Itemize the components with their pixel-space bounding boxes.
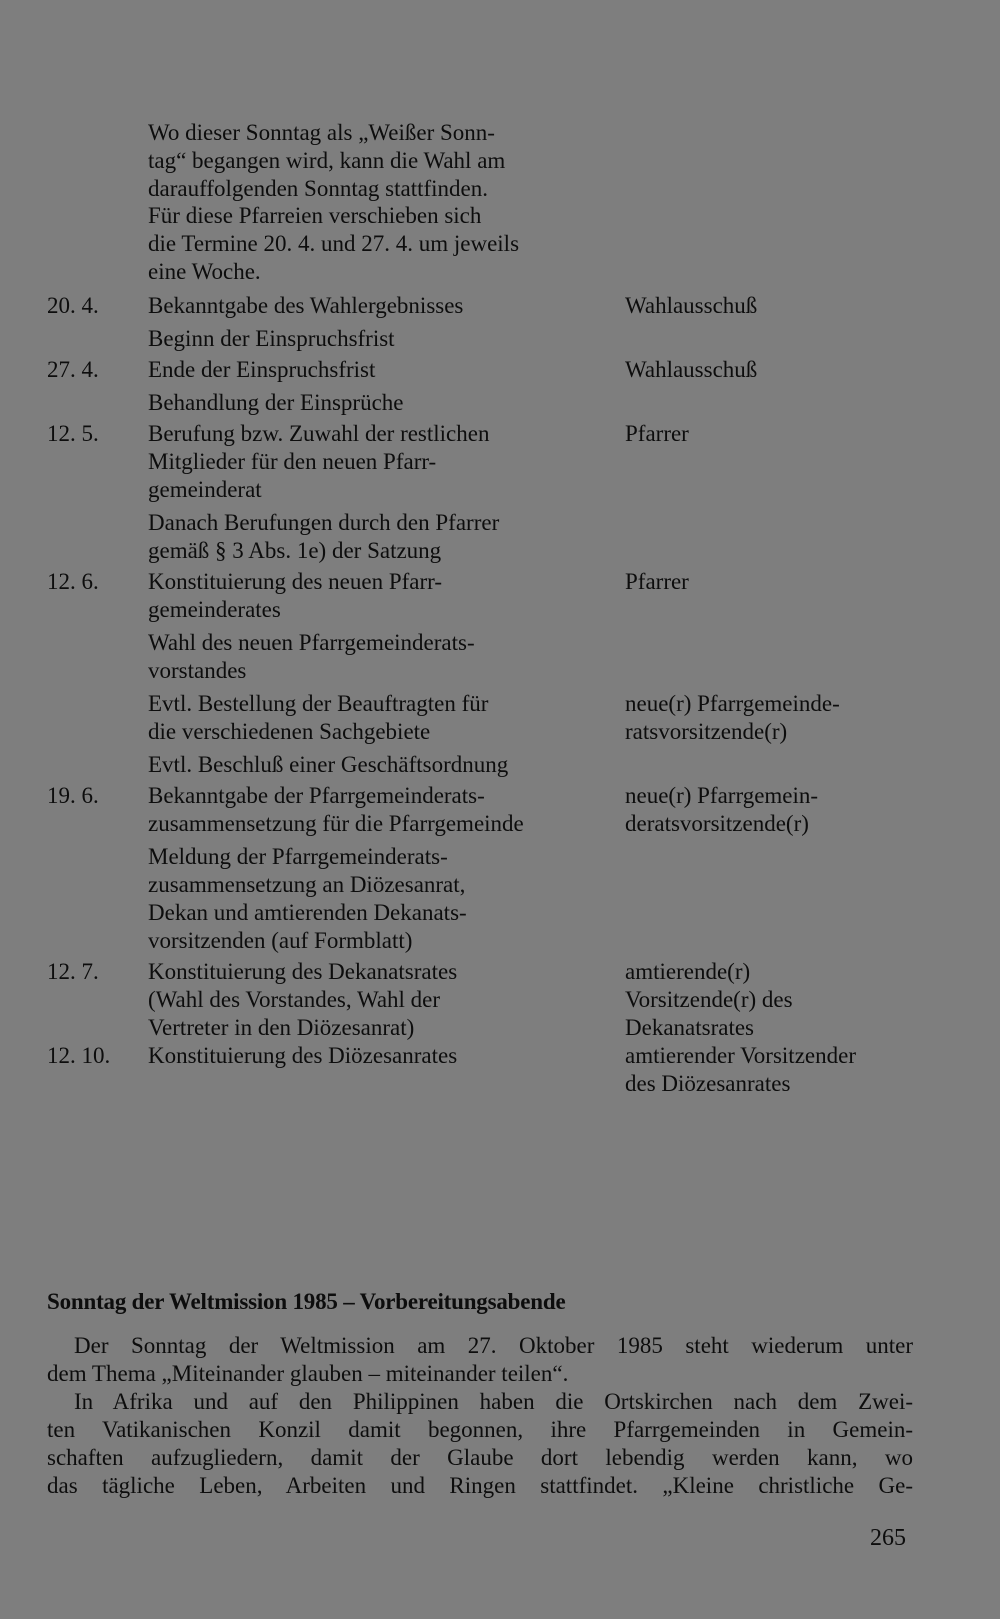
task-line: zusammensetzung an Diözesanrat, bbox=[148, 871, 466, 897]
intro-line: eine Woche. bbox=[148, 258, 261, 284]
responsible-line: ratsvorsitzende(r) bbox=[625, 718, 788, 744]
task-line: Evtl. Beschluß einer Geschäftsordnung bbox=[148, 751, 509, 777]
page-number: 265 bbox=[870, 1525, 906, 1551]
schedule-task bbox=[148, 389, 603, 417]
task-line: vorstandes bbox=[148, 657, 247, 683]
intro-line: Für diese Pfarreien verschieben sich bbox=[148, 203, 482, 229]
responsible-line: neue(r) Pfarrgemeinde- bbox=[625, 690, 840, 716]
schedule-task bbox=[148, 420, 603, 504]
task-line: gemeinderat bbox=[148, 476, 262, 502]
body-line: das tägliche Leben, Arbeiten und Ringen stattfindet. „Kleine christliche Ge- bbox=[47, 1473, 913, 1498]
intro-line: darauffolgenden Sonntag stattfinden. bbox=[148, 175, 489, 201]
task-line: Dekan und amtierenden Dekanats- bbox=[148, 899, 467, 925]
responsible-line: deratsvorsitzende(r) bbox=[625, 810, 809, 836]
task-line: Bekanntgabe der Pfarrgemeinderats- bbox=[148, 782, 485, 808]
schedule-task bbox=[148, 782, 603, 838]
schedule-task bbox=[148, 568, 603, 624]
schedule-task bbox=[148, 843, 603, 955]
intro-line: die Termine 20. 4. und 27. 4. um jeweils bbox=[148, 231, 520, 257]
schedule-responsible bbox=[625, 292, 925, 320]
schedule-date: 27. 4. bbox=[47, 356, 99, 382]
task-line: gemeinderates bbox=[148, 596, 281, 622]
task-line: Mitglieder für den neuen Pfarr- bbox=[148, 448, 437, 474]
schedule-responsible bbox=[625, 1042, 925, 1098]
schedule-row bbox=[0, 568, 1000, 779]
task-line: Konstituierung des Diözesanrates bbox=[148, 1042, 458, 1068]
responsible-line: Dekanatsrates bbox=[625, 1014, 754, 1040]
schedule-responsible bbox=[625, 958, 925, 1042]
intro-line: tag“ begangen wird, kann die Wahl am bbox=[148, 147, 506, 173]
body-line: In Afrika und auf den Philippinen haben die Ortskirchen nach dem Zwei- bbox=[74, 1389, 913, 1414]
election-schedule bbox=[0, 119, 1000, 1096]
responsible-line: Pfarrer bbox=[625, 568, 689, 594]
task-line: Konstituierung des neuen Pfarr- bbox=[148, 568, 442, 594]
schedule-row bbox=[0, 292, 1000, 353]
task-line: Vertreter in den Diözesanrat) bbox=[148, 1014, 415, 1040]
body-line: Der Sonntag der Weltmission am 27. Oktober 1985 steht wiederum unter bbox=[74, 1333, 913, 1358]
schedule-date: 12. 5. bbox=[47, 420, 99, 446]
schedule-task bbox=[148, 325, 603, 353]
schedule-row bbox=[0, 782, 1000, 955]
schedule-row bbox=[0, 958, 1000, 1042]
schedule-tasks bbox=[148, 292, 603, 353]
schedule-tasks bbox=[148, 420, 603, 565]
schedule-responsible bbox=[625, 356, 925, 384]
schedule-row bbox=[0, 1042, 1000, 1096]
schedule-tasks bbox=[148, 958, 603, 1042]
schedule-responsible bbox=[625, 568, 925, 596]
task-line: Wahl des neuen Pfarrgemeinderats- bbox=[148, 629, 475, 655]
task-line: Konstituierung des Dekanatsrates bbox=[148, 958, 458, 984]
task-line: Beginn der Einspruchsfrist bbox=[148, 325, 395, 351]
task-line: die verschiedenen Sachgebiete bbox=[148, 718, 431, 744]
schedule-task bbox=[148, 958, 603, 1042]
schedule-task bbox=[148, 509, 603, 565]
schedule-responsible bbox=[625, 782, 925, 838]
schedule-date: 12. 6. bbox=[47, 568, 99, 594]
schedule-task bbox=[148, 751, 603, 779]
schedule-date: 12. 10. bbox=[47, 1042, 111, 1068]
schedule-tasks bbox=[148, 1042, 603, 1070]
schedule-task bbox=[148, 292, 603, 320]
task-line: Ende der Einspruchsfrist bbox=[148, 356, 376, 382]
schedule-date: 12. 7. bbox=[47, 958, 99, 984]
intro-line: Wo dieser Sonntag als „Weißer Sonn- bbox=[148, 120, 495, 145]
schedule-row bbox=[0, 420, 1000, 565]
task-line: Evtl. Bestellung der Beauftragten für bbox=[148, 690, 489, 716]
body-line: ten Vatikanischen Konzil damit begonnen, ihre Pfarrgemeinden in Gemein- bbox=[47, 1417, 913, 1442]
schedule-responsible-extra bbox=[625, 690, 925, 746]
schedule-date: 20. 4. bbox=[47, 292, 99, 318]
schedule-responsible bbox=[625, 420, 925, 448]
responsible-line: Vorsitzende(r) des bbox=[625, 986, 793, 1012]
body-line: dem Thema „Miteinander glauben – miteinander teilen“. bbox=[47, 1361, 569, 1386]
responsible-line: amtierender Vorsitzender bbox=[625, 1042, 856, 1068]
task-line: gemäß § 3 Abs. 1e) der Satzung bbox=[148, 537, 442, 563]
schedule-task bbox=[148, 690, 840, 746]
schedule-tasks bbox=[148, 356, 603, 417]
body-line: schaften aufzugliedern, damit der Glaube dort lebendig werden kann, wo bbox=[47, 1445, 913, 1470]
responsible-line: Pfarrer bbox=[625, 420, 689, 446]
schedule-tasks bbox=[148, 782, 603, 955]
task-line: (Wahl des Vorstandes, Wahl der bbox=[148, 986, 441, 1012]
task-line: Berufung bzw. Zuwahl der restlichen bbox=[148, 420, 490, 446]
body-text bbox=[47, 1332, 913, 1500]
responsible-line: Wahlausschuß bbox=[625, 356, 758, 382]
responsible-line: des Diözesanrates bbox=[625, 1070, 791, 1096]
intro-note bbox=[148, 119, 1000, 286]
schedule-row bbox=[0, 356, 1000, 417]
task-line: zusammensetzung für die Pfarrgemeinde bbox=[148, 810, 524, 836]
schedule-task bbox=[148, 629, 603, 685]
responsible-line: neue(r) Pfarrgemein- bbox=[625, 782, 819, 808]
task-line: Danach Berufungen durch den Pfarrer bbox=[148, 509, 500, 535]
schedule-date: 19. 6. bbox=[47, 782, 99, 808]
task-line: Meldung der Pfarrgemeinderats- bbox=[148, 843, 448, 869]
task-line: vorsitzenden (auf Formblatt) bbox=[148, 927, 413, 953]
responsible-line: Wahlausschuß bbox=[625, 292, 758, 318]
schedule-task bbox=[148, 1042, 603, 1070]
task-line: Bekanntgabe des Wahlergebnisses bbox=[148, 292, 464, 318]
responsible-line: amtierende(r) bbox=[625, 958, 751, 984]
schedule-task bbox=[148, 356, 603, 384]
section-heading: Sonntag der Weltmission 1985 – Vorbereitungsabende bbox=[47, 1289, 566, 1314]
task-line: Behandlung der Einsprüche bbox=[148, 389, 404, 415]
